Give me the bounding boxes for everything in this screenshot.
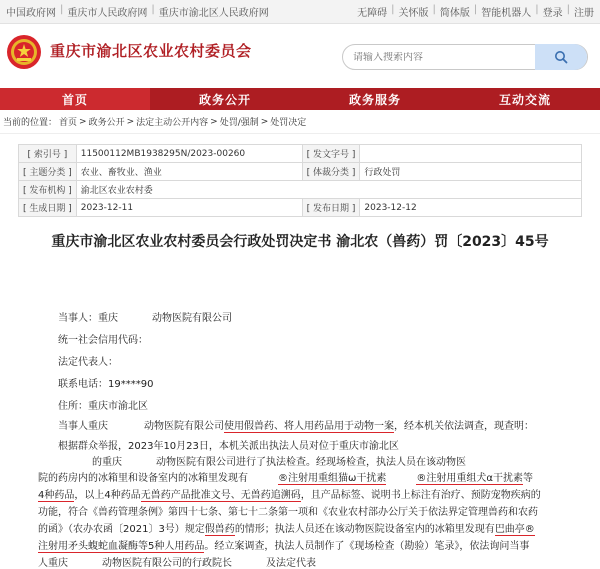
separator: | bbox=[391, 4, 395, 15]
issuer-label: [ 发布机构 ] bbox=[19, 181, 77, 199]
case-paragraph-line bbox=[38, 520, 535, 535]
index-value: 11500112MB1938295N/2023-00260 bbox=[76, 145, 302, 163]
link-chongqing-gov[interactable]: 重庆市人民政府网 bbox=[67, 8, 148, 19]
case-text: 院的药房内的冰箱里和设备室内的冰箱里发现有 bbox=[38, 473, 248, 484]
case-paragraph-line bbox=[38, 554, 316, 569]
case-text-highlight: 假兽药 bbox=[204, 524, 235, 535]
topic-label: [ 主题分类 ] bbox=[19, 163, 77, 181]
nav-interaction[interactable]: 互动交流 bbox=[498, 92, 551, 107]
case-paragraph-line bbox=[58, 417, 534, 432]
case-text-highlight: ®注射用重组猫ω干扰素 bbox=[278, 473, 387, 484]
breadcrumb bbox=[0, 110, 600, 134]
created-date-value: 2023-12-11 bbox=[76, 199, 302, 217]
topic-value: 农业、畜牧业、渔业 bbox=[76, 163, 302, 181]
breadcrumb-gov-affairs[interactable]: 政务公开 bbox=[88, 118, 125, 128]
case-text-highlight: 使用假兽药、将人用药品用于动物一案 bbox=[224, 421, 394, 432]
search-box bbox=[342, 44, 588, 70]
breadcrumb-separator: > bbox=[79, 116, 87, 127]
party-text: 当事人：重庆 bbox=[58, 313, 118, 324]
case-paragraph-line: 根据群众举报，2023年10月23日，本机关派出执法人员对位于重庆市渝北区 bbox=[58, 441, 399, 452]
doc-number-value bbox=[360, 145, 582, 163]
separator: | bbox=[535, 4, 539, 15]
link-china-gov[interactable]: 中国政府网 bbox=[6, 8, 56, 19]
index-label: [ 索引号 ] bbox=[19, 145, 77, 163]
case-text: 等 bbox=[522, 473, 533, 484]
case-text: 人重庆 bbox=[38, 558, 68, 569]
document-meta-table bbox=[18, 144, 582, 217]
nav-gov-services[interactable]: 政务服务 bbox=[348, 92, 401, 107]
site-title[interactable]: 重庆市渝北区农业农村委员会 bbox=[50, 42, 252, 60]
breadcrumb-penalty[interactable]: 处罚/强制 bbox=[219, 118, 259, 128]
case-text-highlight: 4种药品 bbox=[38, 490, 75, 501]
address-line: 住所：重庆市渝北区 bbox=[58, 401, 148, 412]
search-icon bbox=[554, 50, 568, 64]
robot-link[interactable]: 智能机器人 bbox=[481, 8, 532, 19]
party-text: 动物医院有限公司 bbox=[152, 313, 232, 324]
accessibility-tools bbox=[357, 4, 594, 19]
breadcrumb-separator: > bbox=[260, 116, 269, 127]
case-text-highlight: 无兽药产品批准文号、无兽药追溯码 bbox=[140, 490, 301, 501]
care-mode-link[interactable]: 关怀版 bbox=[398, 8, 429, 19]
case-paragraph-line bbox=[38, 453, 466, 468]
separator: | bbox=[432, 4, 436, 15]
document-title: 重庆市渝北区农业农村委员会行政处罚决定书 渝北农（兽药）罚〔2023〕45号 bbox=[51, 234, 549, 250]
created-date-label: [ 生成日期 ] bbox=[19, 199, 77, 217]
gov-links bbox=[6, 4, 269, 19]
phone-line: 联系电话：19****90 bbox=[58, 379, 154, 390]
case-paragraph-line bbox=[38, 486, 541, 501]
breadcrumb-home[interactable]: 首页 bbox=[59, 118, 78, 128]
separator: | bbox=[151, 4, 155, 15]
case-text: 动物医院有限公司进行了执法检查。经现场检查，执法人员在该动物医 bbox=[156, 457, 466, 468]
separator: | bbox=[473, 4, 478, 15]
case-text: 。经立案调查，执法人员制作了《现场检查（勘验）笔录》，依法询问当事 bbox=[204, 541, 530, 552]
case-text: 当事人重庆 bbox=[58, 421, 108, 432]
separator: | bbox=[566, 4, 570, 15]
case-text: ，且产品标签、说明书上标注有治疗、预防宠物疾病的 bbox=[300, 490, 541, 501]
published-date-label: [ 发布日期 ] bbox=[302, 199, 360, 217]
issuer-value: 渝北区农业农村委 bbox=[76, 181, 581, 199]
case-text: ，以上4种药品 bbox=[74, 490, 141, 501]
case-text: 的情形；执法人员还在该动物医院设备室内的冰箱里发现有 bbox=[234, 524, 495, 535]
case-text-highlight: 巴曲亭® bbox=[494, 524, 535, 535]
meta-row bbox=[19, 145, 582, 163]
link-yubei-gov[interactable]: 重庆市渝北区人民政府网 bbox=[158, 8, 269, 19]
case-text: 的函》（农办农函〔2021〕3号）规定 bbox=[38, 524, 205, 535]
genre-value: 行政处罚 bbox=[360, 163, 582, 181]
nav-gov-affairs[interactable]: 政务公开 bbox=[198, 92, 251, 107]
case-text: 及法定代表 bbox=[266, 558, 316, 569]
main-nav bbox=[0, 88, 600, 110]
simplified-chinese-link[interactable]: 简体版 bbox=[439, 8, 470, 19]
top-utility-bar bbox=[0, 0, 600, 24]
separator: | bbox=[60, 4, 64, 15]
nav-home[interactable]: 首页 bbox=[0, 88, 150, 110]
site-header bbox=[0, 24, 600, 88]
case-text: 动物医院有限公司的行政院长 bbox=[102, 558, 232, 569]
case-text: 的重庆 bbox=[92, 457, 122, 468]
doc-number-label: [ 发文字号 ] bbox=[302, 145, 360, 163]
accessibility-link[interactable]: 无障碍 bbox=[357, 8, 388, 19]
search-input[interactable] bbox=[353, 52, 523, 63]
meta-row bbox=[19, 199, 582, 217]
case-text-highlight: ®注射用重组犬α干扰素 bbox=[416, 473, 523, 484]
case-paragraph-line bbox=[38, 469, 533, 484]
breadcrumb-separator: > bbox=[126, 116, 135, 127]
search-button[interactable] bbox=[535, 44, 587, 70]
login-link[interactable]: 登录 bbox=[542, 8, 563, 19]
meta-row bbox=[19, 181, 582, 199]
legal-rep-line: 法定代表人： bbox=[58, 357, 118, 368]
national-emblem-icon[interactable] bbox=[6, 34, 42, 70]
party-line bbox=[58, 309, 232, 324]
case-paragraph-line: 功能，符合《兽药管理条例》第四十七条、第七十二条第一项和《农业农村部办公厅关于依法界定管理兽药和农药 bbox=[38, 507, 538, 518]
breadcrumb-separator: > bbox=[210, 116, 218, 127]
case-text-highlight: 注射用矛头蝮蛇血凝酶等5种人用药品 bbox=[38, 541, 205, 552]
credit-code-line: 统一社会信用代码： bbox=[58, 335, 148, 346]
breadcrumb-penalty-decision[interactable]: 处罚决定 bbox=[270, 118, 307, 128]
breadcrumb-prefix: 当前的位置： bbox=[3, 118, 58, 128]
case-text: ，经本机关依法调查，现查明： bbox=[394, 421, 534, 432]
breadcrumb-legal-content[interactable]: 法定主动公开内容 bbox=[136, 118, 209, 128]
case-text: 动物医院有限公司 bbox=[144, 421, 224, 432]
genre-label: [ 体裁分类 ] bbox=[302, 163, 360, 181]
register-link[interactable]: 注册 bbox=[574, 8, 594, 19]
published-date-value: 2023-12-12 bbox=[360, 199, 582, 217]
meta-row bbox=[19, 163, 582, 181]
case-paragraph-line bbox=[38, 537, 529, 552]
